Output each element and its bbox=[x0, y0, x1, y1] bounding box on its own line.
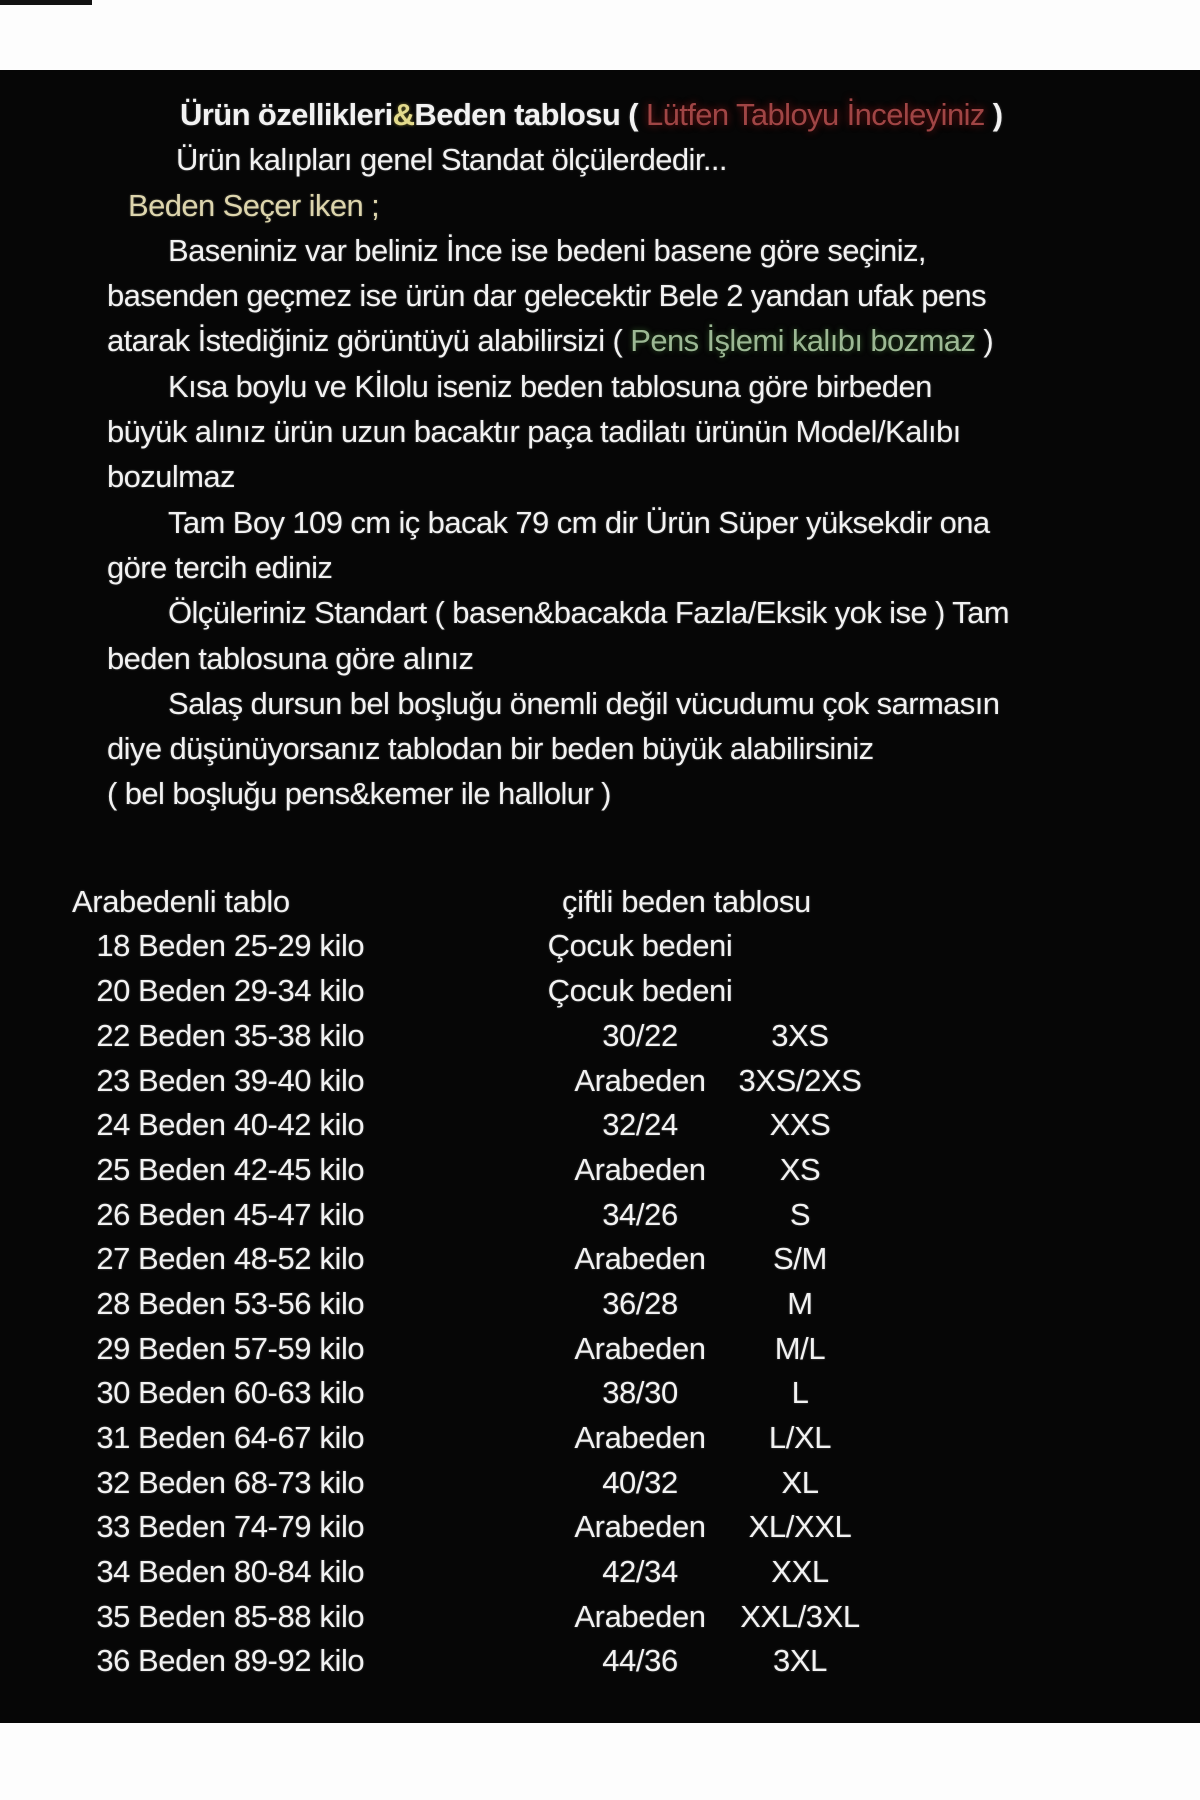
size-table-row bbox=[0, 1371, 1200, 1416]
intro-text-segment: göre tercih ediniz bbox=[107, 549, 333, 585]
row-pair-size: Arabeden bbox=[574, 1509, 706, 1545]
row-pair-size: 38/30 bbox=[602, 1375, 678, 1411]
intro-line bbox=[168, 228, 1200, 273]
left-table-header: Arabedenli tablo bbox=[72, 883, 290, 919]
row-size-number: 33 bbox=[96, 1509, 130, 1545]
intro-text-segment: Ölçüleriniz Standart ( basen&bacakda Fazla/Eksik yok ise ) Tam bbox=[168, 595, 1009, 631]
intro-line bbox=[168, 500, 1200, 545]
size-table-row bbox=[0, 1014, 1200, 1059]
row-intl-size: M bbox=[787, 1285, 813, 1321]
row-weight-label: Beden 29-34 kilo bbox=[138, 973, 365, 1009]
intro-text-segment: & bbox=[392, 97, 415, 132]
intro-line bbox=[107, 273, 1200, 318]
row-intl-size: S bbox=[789, 1196, 811, 1232]
intro-text-segment: ( bel boşluğu pens&kemer ile hallolur ) bbox=[107, 776, 611, 812]
row-pair-size: 32/24 bbox=[602, 1107, 678, 1143]
size-table-row bbox=[0, 969, 1200, 1014]
intro-text-segment: ) bbox=[975, 323, 994, 359]
row-weight-label: Beden 25-29 kilo bbox=[138, 928, 365, 964]
row-weight-label: Beden 89-92 kilo bbox=[138, 1643, 365, 1679]
top-white-margin bbox=[0, 0, 1200, 70]
row-size-number: 25 bbox=[96, 1151, 130, 1187]
size-table-row bbox=[0, 1595, 1200, 1640]
intro-text-segment: Ürün özellikleri bbox=[180, 97, 393, 132]
row-size-number: 27 bbox=[96, 1241, 130, 1277]
row-pair-size: Çocuk bedeni bbox=[547, 928, 733, 964]
size-table-row bbox=[0, 1103, 1200, 1148]
size-table-row bbox=[0, 1505, 1200, 1550]
row-intl-size: 3XL bbox=[773, 1643, 827, 1679]
row-intl-size: XL bbox=[781, 1464, 819, 1500]
row-size-number: 35 bbox=[96, 1598, 130, 1634]
intro-text-segment: beden tablosuna göre alınız bbox=[107, 640, 474, 676]
row-pair-size: 42/34 bbox=[602, 1554, 678, 1590]
row-size-number: 28 bbox=[96, 1285, 130, 1321]
intro-text-segment: Beden Seçer iken ; bbox=[128, 187, 380, 223]
intro-text-segment: Tam Boy 109 cm iç bacak 79 cm dir Ürün Süper yüksekdir ona bbox=[168, 504, 990, 540]
intro-line bbox=[107, 636, 1200, 681]
size-table-row bbox=[0, 1237, 1200, 1282]
intro-text-segment: Salaş dursun bel boşluğu önemli değil vücudumu çok sarmasın bbox=[168, 685, 1000, 721]
row-intl-size: M/L bbox=[774, 1330, 826, 1366]
intro-line bbox=[128, 183, 1200, 228]
intro-line bbox=[168, 590, 1200, 635]
size-table-row bbox=[0, 1461, 1200, 1506]
row-weight-label: Beden 42-45 kilo bbox=[138, 1151, 365, 1187]
row-weight-label: Beden 48-52 kilo bbox=[138, 1241, 365, 1277]
row-size-number: 36 bbox=[96, 1643, 130, 1679]
row-intl-size: 3XS/2XS bbox=[738, 1062, 862, 1098]
row-size-number: 23 bbox=[96, 1062, 130, 1098]
row-size-number: 32 bbox=[96, 1464, 130, 1500]
intro-line bbox=[107, 771, 1200, 816]
row-intl-size bbox=[735, 924, 865, 969]
row-pair-size: Arabeden bbox=[574, 1241, 706, 1277]
row-pair-size: Arabeden bbox=[574, 1151, 706, 1187]
row-intl-size: 3XS bbox=[771, 1017, 829, 1053]
intro-text-segment: atarak İstediğiniz görüntüyü alabilirsizi ( bbox=[107, 323, 631, 359]
intro-line bbox=[107, 545, 1200, 590]
row-intl-size bbox=[735, 969, 865, 1014]
row-weight-label: Beden 60-63 kilo bbox=[138, 1375, 365, 1411]
row-weight-label: Beden 45-47 kilo bbox=[138, 1196, 365, 1232]
size-table-row bbox=[0, 1193, 1200, 1238]
row-weight-label: Beden 53-56 kilo bbox=[138, 1285, 365, 1321]
row-weight-label: Beden 57-59 kilo bbox=[138, 1330, 365, 1366]
row-size-number: 18 bbox=[96, 928, 130, 964]
row-size-number: 20 bbox=[96, 973, 130, 1009]
row-intl-size: S/M bbox=[773, 1241, 827, 1277]
intro-text-segment: diye düşünüyorsanız tablodan bir beden büyük alabilirsiniz bbox=[107, 731, 874, 767]
size-table-row bbox=[0, 1282, 1200, 1327]
intro-text-segment: Baseniniz var beliniz İnce ise bedeni basene göre seçiniz, bbox=[168, 232, 926, 268]
row-size-number: 34 bbox=[96, 1554, 130, 1590]
product-info-panel bbox=[0, 70, 1200, 1723]
bottom-white-margin bbox=[0, 1723, 1200, 1800]
intro-text-segment: Beden tablosu ( bbox=[414, 97, 646, 132]
size-table-row bbox=[0, 1550, 1200, 1595]
row-size-number: 22 bbox=[96, 1017, 130, 1053]
row-weight-label: Beden 64-67 kilo bbox=[138, 1420, 365, 1455]
intro-text-segment: Kısa boylu ve Kİlolu iseniz beden tablosuna göre birbeden bbox=[168, 368, 932, 404]
top-left-artifact-line bbox=[0, 0, 92, 5]
intro-text-segment: Ürün kalıpları genel Standat ölçülerdedir... bbox=[176, 142, 727, 178]
row-intl-size: XXL/3XL bbox=[740, 1598, 860, 1634]
row-intl-size: L/XL bbox=[768, 1420, 832, 1455]
row-weight-label: Beden 39-40 kilo bbox=[138, 1062, 365, 1098]
row-pair-size: 40/32 bbox=[602, 1464, 678, 1500]
intro-line bbox=[168, 364, 1200, 409]
intro-text-segment: büyük alınız ürün uzun bacaktır paça tadilatı ürünün Model/Kalıbı bbox=[107, 414, 961, 450]
row-pair-size: Çocuk bedeni bbox=[547, 973, 733, 1009]
intro-line bbox=[168, 681, 1200, 726]
size-table-row bbox=[0, 1416, 1200, 1461]
size-table-row bbox=[0, 1059, 1200, 1104]
intro-line bbox=[107, 318, 1200, 363]
size-table bbox=[0, 880, 1200, 1684]
row-pair-size: Arabeden bbox=[574, 1420, 706, 1455]
intro-line bbox=[107, 726, 1200, 771]
row-pair-size: Arabeden bbox=[574, 1330, 706, 1366]
row-pair-size: 30/22 bbox=[602, 1017, 678, 1053]
intro-text-segment: basenden geçmez ise ürün dar gelecektir Bele 2 yandan ufak pens bbox=[107, 278, 987, 314]
intro-text-segment: bozulmaz bbox=[107, 459, 235, 495]
row-weight-label: Beden 74-79 kilo bbox=[138, 1509, 365, 1545]
intro-text-segment: Pens İşlemi kalıbı bozmaz bbox=[630, 323, 976, 359]
row-pair-size: Arabeden bbox=[574, 1598, 706, 1634]
row-intl-size: XXS bbox=[769, 1107, 831, 1143]
right-table-header: çiftli beden tablosu bbox=[562, 883, 811, 919]
row-size-number: 24 bbox=[96, 1107, 130, 1143]
intro-line bbox=[107, 409, 1200, 454]
size-table-row bbox=[0, 924, 1200, 969]
row-size-number: 30 bbox=[96, 1375, 130, 1411]
row-intl-size: XS bbox=[779, 1151, 821, 1187]
row-intl-size: L bbox=[791, 1375, 809, 1411]
row-weight-label: Beden 68-73 kilo bbox=[138, 1464, 365, 1500]
intro-text-segment: Lütfen Tabloyu İnceleyiniz bbox=[645, 97, 985, 132]
row-intl-size: XXL bbox=[771, 1554, 829, 1590]
row-pair-size: 34/26 bbox=[602, 1196, 678, 1232]
row-weight-label: Beden 80-84 kilo bbox=[138, 1554, 365, 1590]
row-pair-size: Arabeden bbox=[574, 1062, 706, 1098]
row-weight-label: Beden 40-42 kilo bbox=[138, 1107, 365, 1143]
size-table-row bbox=[0, 1327, 1200, 1372]
row-intl-size: XL/XXL bbox=[748, 1509, 852, 1545]
row-size-number: 29 bbox=[96, 1330, 130, 1366]
row-pair-size: 36/28 bbox=[602, 1285, 678, 1321]
size-table-row bbox=[0, 1148, 1200, 1193]
size-table-rows bbox=[0, 924, 1200, 1684]
intro-line bbox=[180, 92, 1200, 137]
row-pair-size: 44/36 bbox=[602, 1643, 678, 1679]
intro-text-block bbox=[0, 70, 1200, 817]
row-weight-label: Beden 35-38 kilo bbox=[138, 1017, 365, 1053]
intro-text-segment: ) bbox=[984, 97, 1003, 132]
intro-line bbox=[176, 137, 1200, 182]
row-weight-label: Beden 85-88 kilo bbox=[138, 1598, 365, 1634]
row-size-number: 31 bbox=[96, 1420, 130, 1455]
size-table-header-row bbox=[0, 880, 1200, 925]
size-table-row bbox=[0, 1639, 1200, 1684]
row-size-number: 26 bbox=[96, 1196, 130, 1232]
intro-line bbox=[107, 454, 1200, 499]
